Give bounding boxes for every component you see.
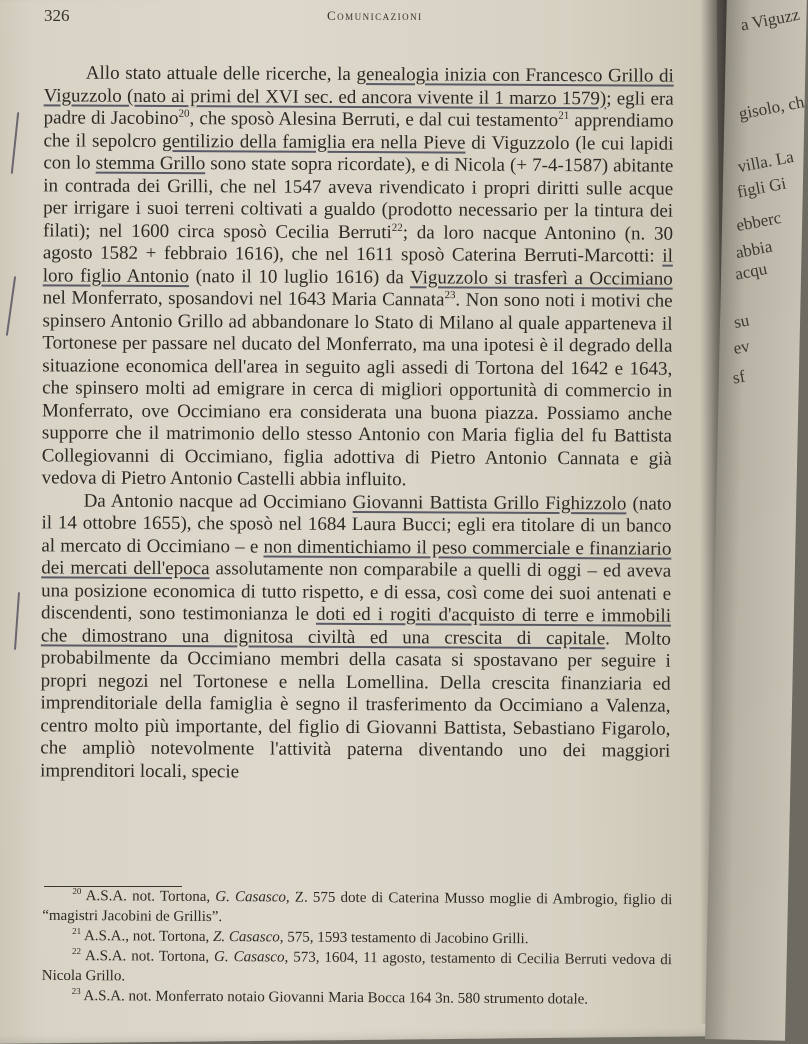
running-header	[44, 6, 684, 28]
pencil-underline: gentilizio della famiglia era nella Pieve	[162, 130, 466, 154]
paragraph: Da Antonio nacque ad Occimiano Giovanni Battista Grillo Fighizzolo (nato il 14 ottobre 1655), che sposò nel 1684 Laura Bucci; egli era titolare di un banco al mercato di Occimiano – e non dimentichiamo il peso commerciale e finanziario dei mercati dell'epoca assolutamente non comparabile a quelli di oggi – ed aveva una posizione economica di tutto rispetto, e di essa, così come dei suoi antenati e discendenti, sono testimonianza le doti ed i rogiti d'acquisto di terre e immobili che dimostrano una dignitosa civiltà ed una crescita di capitale. Molto probabilmente da Occimiano membri della casata si spostavano per seguire i propri negozi nel Tortonese e nella Lomellina. Della crescita finanziaria ed imprenditoriale della famiglia è segno il trasferimento da Occimiano a Valenza, centro molto più importante, del figlio di Giovanni Battista, Sebastiano Figarolo, che ampliò notevolmente l'attività paterna diventando uno dei maggiori imprenditori locali, specie	[40, 490, 672, 782]
footnote: $^{20}$ A.S.A. not. Tortona, G. Casasco, Z. 575 dote di Caterina Musso moglie di Ambrogio, figlio di “magistri Jacobini de Grillis”.	[42, 886, 673, 926]
pencil-underline: il loro figlio Antonio	[42, 245, 673, 287]
pencil-underline: non dimentichiamo il peso commerciale e finanziario dei mercati dell'epoca	[41, 536, 672, 580]
footnote-ref: 22	[391, 221, 403, 234]
footnote: $^{23}$ A.S.A. not. Monferrato notaio Giovanni Maria Bocca 164 3n. 580 strumento dotale.	[71, 986, 589, 1008]
footnote-ref: 23	[444, 289, 456, 302]
footnote-ref: 23	[71, 986, 81, 997]
footnote-ref: 20	[178, 107, 190, 120]
footnote: $^{22}$ A.S.A. not. Tortona, G. Casasco, 573, 1604, 11 agosto, testamento di Cecilia Berruti vedova di Nicola Grillo.	[41, 946, 672, 985]
facing-page-fragment: gisolo, ch	[737, 92, 806, 124]
facing-page-fragment: abbia	[734, 236, 774, 263]
facing-page-fragment: su	[732, 310, 751, 332]
footnotes	[42, 886, 673, 1010]
facing-page-fragment: ev	[731, 336, 752, 359]
footnote-ref: 20	[72, 886, 82, 897]
footnote-ref: 21	[558, 109, 570, 122]
paragraph: Allo stato attuale delle ricerche, la genealogia inizia con Francesco Grillo di Viguzzolo (nato ai primi del XVI sec. ed ancora vivente il 1 marzo 1579); egli era padre di Jacobino$^{20}$, che sposò Alesina Berruti, e dal cui testamento$^{21}$ apprendiamo che il sepolcro gentilizio della famiglia era nella Pieve di Viguzzolo (le cui lapidi con lo stemma Grillo sono state sopra ricordate), e di Nicola (+ 7-4-1587) abitante in contrada dei Grilli, che nel 1547 aveva rivendicato i propri diritti sulle acque per irrigare i suoi terreni coltivati a gualdo (prodotto necessario per la tintura dei filati); nel 1600 circa sposò Cecilia Berruti$^{22}$; da loro nacque Antonino (n. 30 agosto 1582 + febbraio 1616), che nel 1611 sposò Caterina Berruti-Marcotti: il loro figlio Antonio (nato il 10 luglio 1616) da Viguzzolo si trasferì a Occimiano nel Monferrato, sposandovi nel 1643 Maria Cannata$^{23}$. Non sono noti i motivi che spinsero Antonio Grillo ad abbandonare lo Stato di Milano al quale apparteneva il Tortonese per passare nel ducato del Monferrato, ma una ipotesi è il degrado della situazione economica dell'area in seguito agli assedi di Tortona del 1642 e 1643, che spinsero molti ad emigrare in cerca di migliori opportunità di commercio in Monferrato, ove Occimiano era considerata una buona piazza. Possiamo anche supporre che il matrimonio dello stesso Antonio con Maria figlia del fu Battista Collegiovanni di Occimiano, figlia adottiva di Pietro Antonio Cannata e già vedova di Pietro Antonio Castelli abbia influito.	[41, 62, 674, 491]
italic-text: G. Casasco	[215, 889, 286, 906]
facing-page-fragment: ebberc	[734, 207, 783, 236]
pencil-underline: doti ed i rogiti d'acquisto di terre e immobili che dimostrano una dignitosa civiltà ed una crescita di capitale	[40, 603, 672, 649]
facing-page-fragment: acqu	[733, 259, 769, 284]
italic-text: G. Casasco	[214, 949, 285, 966]
footnote-ref: 21	[72, 926, 82, 937]
page-number: 326	[44, 6, 70, 25]
pencil-underline: stemma Grillo	[95, 152, 206, 175]
italic-text: Z. Casasco	[213, 928, 280, 946]
running-title: Comunicazioni	[327, 8, 423, 23]
facing-page-fragment: sf	[731, 366, 747, 388]
facing-page-fragment: villa. La	[736, 146, 796, 177]
pencil-underline: Giovanni Battista Grillo Fighizzolo	[352, 491, 627, 514]
footnote: $^{21}$ A.S.A., not. Tortona, Z. Casasco, 575, 1593 testamento di Jacobino Grilli.	[72, 926, 529, 948]
facing-page-fragment: figli Gi	[735, 173, 788, 202]
pencil-underline: genealogia inizia con Francesco Grillo di Viguzzolo (nato ai primi del XVI sec. ed ancora vivente il 1 marzo 1579)	[43, 63, 674, 109]
facing-page-fragment: a Viguzz	[739, 4, 802, 35]
footnote-ref: 22	[71, 946, 82, 957]
main-text	[40, 62, 674, 785]
pencil-underline: Viguzzolo si trasferì a Occimiano	[410, 266, 673, 290]
